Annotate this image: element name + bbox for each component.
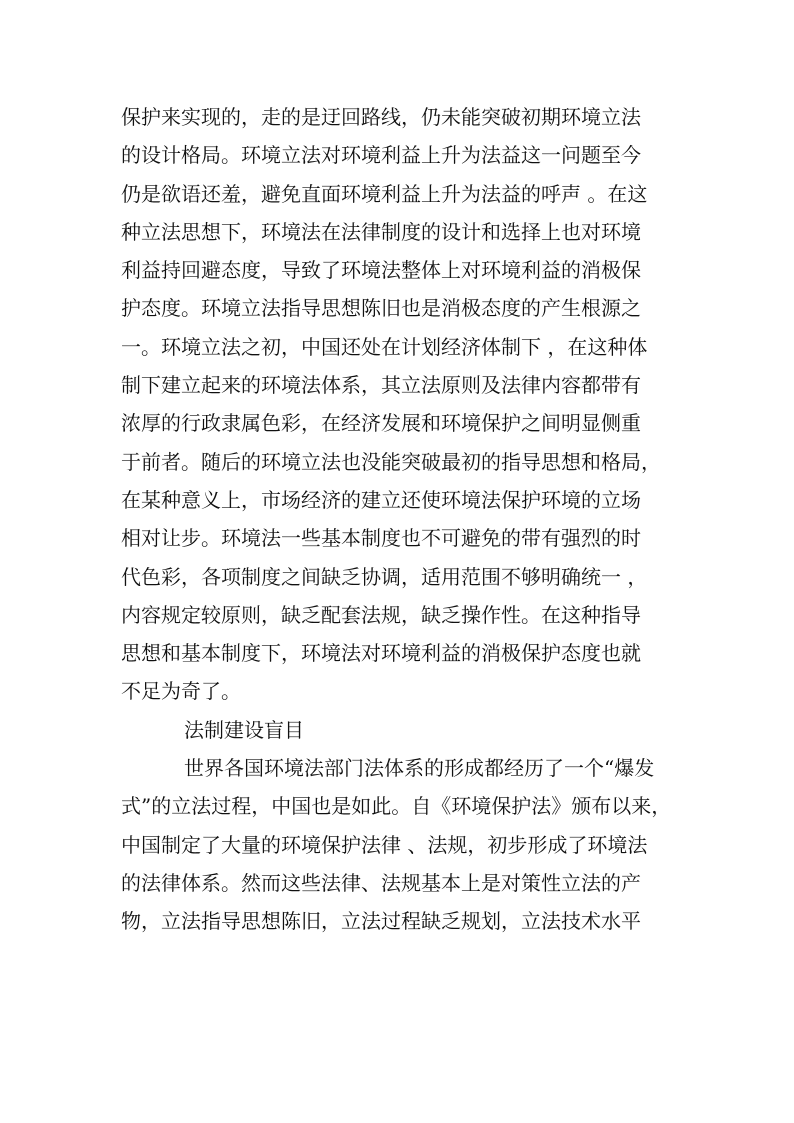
section-heading: 法制建设盲目	[184, 717, 304, 742]
text-line: 物，立法指导思想陈旧，立法过程缺乏规划，立法技术水平	[121, 909, 641, 934]
text-line: 式”的立法过程，中国也是如此。自《环境保护法》颁布以来，	[121, 794, 672, 819]
text-line: 护态度。环境立法指导思想陈旧也是消极态度的产生根源之	[121, 296, 641, 321]
text-line: 一。环境立法之初，中国还处在计划经济体制下 ，在这种体	[121, 334, 648, 359]
text-line: 的法律体系。然而这些法律、法规基本上是对策性立法的产	[121, 870, 641, 895]
body-text	[121, 98, 681, 941]
text-line: 于前者。随后的环境立法也没能突破最初的指导思想和格局，	[121, 449, 661, 474]
text-line: 浓厚的行政隶属色彩，在经济发展和环境保护之间明显侧重	[121, 411, 641, 436]
text-line: 内容规定较原则，缺乏配套法规，缺乏操作性。在这种指导	[121, 602, 641, 627]
text-line: 利益持回避态度，导致了环境法整体上对环境利益的消极保	[121, 258, 641, 283]
text-line: 思想和基本制度下，环境法对环境利益的消极保护态度也就	[121, 641, 641, 666]
text-line: 相对让步。环境法一些基本制度也不可避免的带有强烈的时	[121, 526, 641, 551]
text-line: 代色彩，各项制度之间缺乏协调，适用范围不够明确统一 ，	[121, 564, 648, 589]
text-line: 世界各国环境法部门法体系的形成都经历了一个“爆发	[184, 756, 655, 781]
text-line: 种立法思想下，环境法在法律制度的设计和选择上也对环境	[121, 219, 641, 244]
text-line: 的设计格局。环境立法对环境利益上升为法益这一问题至今	[121, 143, 641, 168]
text-line: 中国制定了大量的环境保护法律 、法规，初步形成了环境法	[121, 832, 648, 857]
text-line: 在某种意义上，市场经济的建立还使环境法保护环境的立场	[121, 487, 641, 512]
text-line: 不足为奇了。	[121, 679, 241, 704]
text-line: 仍是欲语还羞，避免直面环境利益上升为法益的呼声 。在这	[121, 181, 648, 206]
text-line: 保护来实现的，走的是迂回路线，仍未能突破初期环境立法	[121, 105, 641, 129]
text-line: 制下建立起来的环境法体系，其立法原则及法律内容都带有	[121, 373, 641, 398]
